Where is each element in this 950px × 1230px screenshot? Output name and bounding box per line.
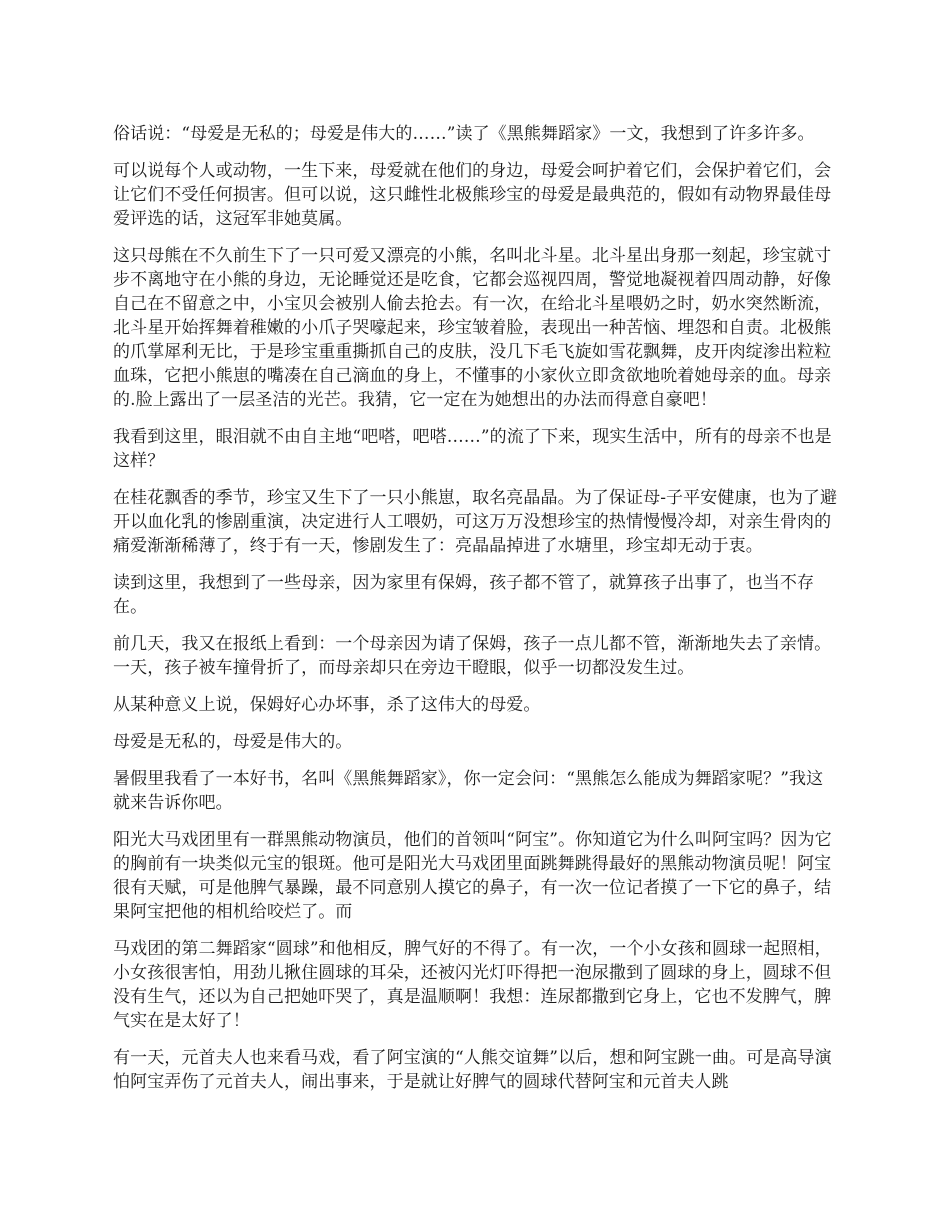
paragraph: 阳光大马戏团里有一群黑熊动物演员，他们的首领叫“阿宝”。你知道它为什么叫阿宝吗？因为它的胸前有一块类似元宝的银斑。他可是阳光大马戏团里面跳舞跳得最好的黑熊动物演员呢！阿宝很有天赋，可是他脾气暴躁，最不同意别人摸它的鼻子，有一次一位记者摸了一下它的鼻子，结果阿宝把他的相机给咬烂了。而 — [113, 830, 832, 922]
paragraph: 有一天，元首夫人也来看马戏，看了阿宝演的“人熊交谊舞”以后，想和阿宝跳一曲。可是高导演怕阿宝弄伤了元首夫人，闹出事来，于是就让好脾气的圆球代替阿宝和元首夫人跳 — [113, 1048, 832, 1092]
paragraph: 暑假里我看了一本好书，名叫《黑熊舞蹈家》，你一定会问：“黑熊怎么能成为舞蹈家呢？”我这就来告诉你吧。 — [113, 769, 824, 813]
paragraph: 前几天，我又在报纸上看到：一个母亲因为请了保姆，孩子一点儿都不管，渐渐地失去了亲情。一天，孩子被车撞骨折了，而母亲却只在旁边干瞪眼，似乎一切都没发生过。 — [113, 634, 832, 678]
paragraph: 这只母熊在不久前生下了一只可爱又漂亮的小熊，名叫北斗星。北斗星出身那一刻起，珍宝就寸步不离地守在小熊的身边，无论睡觉还是吃食，它都会巡视四周，警觉地凝视着四周动静，好像自己在不留意之中，小宝贝会被别人偷去抢去。有一次，在给北斗星喂奶之时，奶水突然断流，北斗星开始挥舞着稚嫩的小爪子哭嚎起来，珍宝皱着脸，表现出一种苦恼、埋怨和自责。北极熊的爪掌犀利无比，于是珍宝重重撕抓自己的皮肤，没几下毛飞旋如雪花飘舞，皮开肉绽渗出粒粒血珠，它把小熊崽的嘴凑在自己滴血的身上，不懂事的小家伙立即贪欲地吮着她母亲的血。母亲的.脸上露出了一层圣洁的光芒。我猜，它一定在为她想出的办法而得意自豪吧！ — [113, 246, 832, 410]
paragraph: 马戏团的第二舞蹈家“圆球”和他相反，脾气好的不得了。有一次，一个小女孩和圆球一起照相，小女孩很害怕，用劲儿揪住圆球的耳朵，还被闪光灯吓得把一泡尿撒到了圆球的身上，圆球不但没有生气，还以为自己把她吓哭了，真是温顺啊！我想：连尿都撒到它身上，它也不发脾气，脾气实在是太好了！ — [113, 939, 832, 1031]
paragraph: 在桂花飘香的季节，珍宝又生下了一只小熊崽，取名亮晶晶。为了保证母-子平安健康，也为了避开以血化乳的惨剧重演，决定进行人工喂奶，可这万万没想珍宝的热情慢慢冷却，对亲生骨肉的痛爱渐渐稀薄了，终于有一天，惨剧发生了：亮晶晶掉进了水塘里，珍宝却无动于衷。 — [113, 488, 838, 556]
paragraph: 我看到这里，眼泪就不由自主地“吧嗒，吧嗒……”的流了下来，现实生活中，所有的母亲不也是这样？ — [113, 427, 832, 471]
document-body — [113, 122, 838, 1107]
paragraph: 母爱是无私的，母爱是伟大的。 — [113, 732, 353, 752]
paragraph: 可以说每个人或动物，一生下来，母爱就在他们的身边，母爱会呵护着它们，会保护着它们，会让它们不受任何损害。但可以说，这只雌性北极熊珍宝的母爱是最典范的，假如有动物界最佳母爱评选的话，这冠军非她莫属。 — [113, 161, 832, 229]
paragraph: 俗话说：“母爱是无私的；母爱是伟大的……”读了《黑熊舞蹈家》一文，我想到了许多许多。 — [113, 124, 815, 144]
paragraph: 从某种意义上说，保姆好心办坏事，杀了这伟大的母爱。 — [113, 695, 541, 715]
paragraph: 读到这里，我想到了一些母亲，因为家里有保姆，孩子都不管了，就算孩子出事了，也当不存在。 — [113, 573, 815, 617]
